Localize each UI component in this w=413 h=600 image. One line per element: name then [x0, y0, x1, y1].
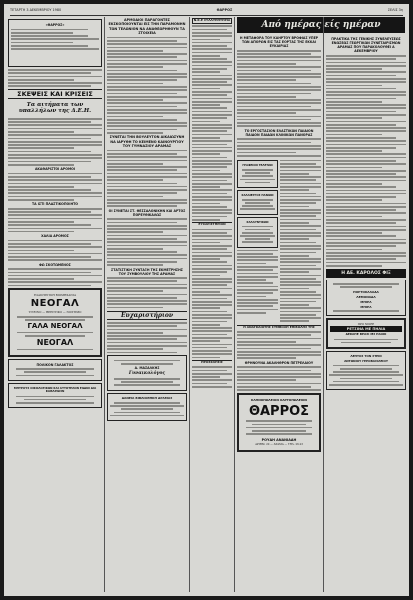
headline-col5-1: ΠΡΑΚΤΙΚΑ ΤΗΣ ΓΕΝΙΚΗΣ ΣΥΝΕΛΕΥΣΕΩΣ ΕΝΩΣΕΩΣ ΓΕΩΡΓΙΚΩΝ ΣΥΝΕΤΑΙΡΙΣΜΩΝ ΔΡΑΜΑΣ ΠΟΥ ΠΑΡΑΚΟΛΟΥΘΕΙ Α ΔΕΚΕΜΒΡΙΟΥ	[331, 37, 401, 54]
headline-col2-2: ΣΥΝΕΤΑΙ ΤΗΝ ΒΟΥΛΕΥΤΟΝ ΑΙΚΑΙΩΣΥΝΗ ΝΑ ΙΔΡΥΘΗ ΤΟ ΚΕΙΜΕΝΟ ΚΑΙΝΟΥΡΓΙΟΥ ΤΟΥ ΓΥΜΝΑΣΙΟΥ ΔΡΑΜΑΣ	[109, 135, 185, 148]
column-1	[8, 17, 102, 592]
ad-doctor-title: Γυναικολόγος	[128, 371, 166, 377]
ad-steam-title: ΛΕΠΤΟΣ ΤΟΝ ΣΤΕΙΝ	[350, 353, 382, 358]
library-box	[107, 393, 187, 421]
headline-col4-1: Η ΜΕΤΑΦΟΡΑ ΤΟΥ ΚΑΗΡΤΟΥ ΒΡΟΦΙΑΣ ΥΠΕΡ ΤΩΝ ΑΠΟΡΩΝ ΕΙΣ ΤΑΣ ΕΟΡΤΑΣ ΤΗΣ ΕΚΚΑΙ ΕΥΚΑΙΡΙΑΣ	[239, 36, 319, 49]
ad-fix-item-1: ΠΟΡΤΟΚΑΛΑΔΑ	[353, 289, 379, 294]
subhead-3: ΧΑΛΙΑ ΔΡΟΜΟΣ	[41, 234, 69, 239]
ad-polikon	[8, 359, 102, 381]
ad-tharros-shop-address: ΑΡΙΘΜ. 20 — ΔΡΑΜΑ — ΤΗΛ. 26-23	[255, 443, 303, 447]
masthead-date: ΤΕΤΑΡΤΗ 3 ΔΕΚΕΜΒΡΙΟΥ 1980	[10, 8, 62, 12]
ad-fix-item-4: ΜΠΙΡΑ	[360, 304, 372, 309]
ad-neogal-brand3: ΝΕΟΓΑΛ	[36, 338, 74, 348]
box-cosmetics	[237, 217, 278, 248]
masthead	[10, 6, 403, 16]
ad-doctor-name: Α. ΜΑΣΑΛΚΗΣ	[134, 366, 160, 371]
ad-neogal-brand2: ΓΑΛΑ ΝΕΟΓΑΛ	[27, 322, 83, 331]
headline-col4-4: ΘΡΗΝΟΥΝΑ ΑΚΑΛΗΘΡΟΝ ΠΕΤΡΕΛΑΙΟΥ	[244, 360, 314, 365]
ad-polikon-title: ΠΟΛΙΚΟΝ ΓΑΛΑΚΤΟΣ	[36, 362, 74, 367]
ad-mitrous	[8, 383, 102, 408]
box-funeral-office	[237, 160, 278, 188]
masthead-title: ΘΑΡΡΟΣ	[216, 8, 233, 12]
section-headline: ΣΚΕΨΕΙΣ ΚΑΙ ΚΡΙΣΕΙΣ	[8, 89, 102, 99]
ad-tharros-shop-top: ΚΑΠΝΟΠΩΛΕΙΟΝ ΧΑΡΤΟΠΩΛΕΙΟΝ	[251, 398, 307, 403]
article-headline: Τα αιτήματα των υπαλλήλων της Δ.Ε.Η.	[18, 101, 92, 115]
ad-fix-item-2: ΛΕΜΟΝΑΔΑ	[356, 294, 376, 299]
newspaper-page	[4, 4, 409, 596]
box-funeral-office-title: ΓΡΑΦΕΙΟΝ ΤΕΛΕΤΩΝ	[242, 163, 273, 168]
ad-neogal-line: ΥΓΙΕΙΝΟ — ΘΡΕΠΤΙΚΟ — ΝΟΣΤΙΜΟ	[28, 310, 82, 315]
ad-doctor	[107, 355, 187, 390]
column-2	[107, 17, 187, 592]
ad-retsina	[326, 318, 406, 349]
headline-col2-1: ΑΡΜΟΔΙΟΙ ΠΑΡΑΓΟΝΤΕΣ ΕΚΣΚΟΠΟΙΟΥΝΤΑΙ ΕΙΣ ΤΗΝ ΠΑΡΑΜΟΝΗΝ ΤΩΝ ΤΕΛΩΝΙΟΝ ΝΑ ΑΝΑΘΕΩΡΗΘΟΥΝ ΤΑ ΣΤΟΙΧΕΙΑ	[108, 18, 186, 35]
subhead-2: ΤΑ ΙΣΤΙ ΠΛΑΣΤΙΚΟΠΟΙΗΤΟ	[31, 202, 79, 207]
ad-steam-name: ΑΝΤΩΝΙΟΥ ΓΕΡΟΒΑΣΙΛΕΙΟΥ	[344, 358, 388, 363]
col3-headline: Ν.Κ.Ε ΣΥΛΛΥΠΗΤΗΡΙΑ	[193, 18, 231, 22]
subhead-1: ΑΚΑΘΑΡΙΣΤΟΙ ΔΡΟΜΟΙ	[34, 167, 76, 172]
ad-thanks-title: Ευχαριστήριον	[107, 311, 187, 320]
headline-col2-3: ΟΙ ΣΥΝΕΤΑΙ ΣΤ. ΘΕΣΣΑΛΟΝΙΚΗΝ ΚΑΙ ΑΡΤΟΣ ΠΟΡΕΥΘΙΚΑΛΩΣ	[108, 208, 186, 217]
ad-mitrous-title: ΜΗΤΡΟΥΣ ΟΙΚΟΛΟΓΙΚΩΝ ΚΑΙ ΑΥΤΟΤΕΛΟΝ ΕΙΔΩΝ ΔΙΑ ΚΑΘΑΡΩΣΙΝ	[13, 385, 97, 394]
ad-tharros-shop-brand: ΘΑΡΡΟΣ	[248, 403, 310, 419]
ad-neogal-top: ΕΛΑΙΟΥΡΓΙΚΗ ΒΙΟΜΗΧΑΝΙΑ	[33, 293, 76, 298]
info-box-title: «ΘΑΡΡΟΣ»	[45, 23, 65, 27]
ad-neogal	[8, 288, 102, 356]
box-cosmetics-title: ΚΑΛΛΥΝΤΙΚΩΝ	[246, 219, 269, 224]
ad-tharros-shop-owner: ΡΟΥΔΗ ΑΝΑΝΙΑΔΗ	[261, 437, 297, 442]
headline-col4-3: Η ΑΝΑΓΚΑΙΟΤΗΣ ΣΥΜΒΟΛΗ ΕΠΙΒΟΛΗΣ ΤΗΣ	[237, 325, 321, 330]
ad-tharros-shop	[237, 393, 321, 452]
ad-steam	[326, 351, 406, 390]
box-kallieurgos-title: ΚΑΛΛΙΕΡΓΟΣ ΠΑΝΙΩΝ	[241, 192, 274, 197]
ad-fix-body	[326, 280, 406, 317]
col3-headline-2: ΕΥΧΑΡΙΣΤΗΡΙΟΝ	[192, 222, 232, 227]
library-title: ΔΑΝΕΙΑ ΒΙΒΛΙΟΘΗΚΗ ΔΡΑΜΑΣ	[121, 395, 173, 400]
headline-col2-4: ΣΤΑΤΙΣΤΙΚΗ ΣΥΝΤΑΞΗ ΤΗΣ ΕΚΜΕΤΡΗΣΗΣ ΤΟΥ ΣΥΜΒΟΥΛΙΟΥ ΤΗΣ ΔΡΑΜΑΣ	[111, 267, 183, 276]
banner-day-to-day: Από ημέρας είς ημέραν	[237, 17, 405, 33]
column-5	[326, 17, 406, 592]
ad-retsina-top: ΠΡΟ ΝΙΚΕΕ	[357, 322, 375, 327]
ad-fix-header	[326, 269, 406, 278]
column-3	[192, 17, 232, 592]
ad-fix-item-3: ΜΠΙΡΑ	[360, 299, 372, 304]
ad-retsina-brand: ΡΕΤΣΙΝΑ ΜΕ ΠΗΛΙΑ	[330, 326, 402, 332]
subhead-4: ΦΩ ΣΚΟΤΩΜΕΝΟΣ	[39, 262, 71, 267]
ad-neogal-brand: ΝΕΟΓΑΛ	[30, 298, 80, 310]
info-box	[8, 19, 102, 67]
masthead-page: ΣΕΛΙΣ 3η	[387, 8, 403, 12]
ad-fix-title: Η ΑΕ. ΚΑΡΟΛΟΣ ΦΙΞ	[341, 270, 391, 276]
col3-bottom: ΠΡΟΣΚΛΗΣΙΣ	[192, 360, 232, 365]
box-kallieurgos	[237, 190, 278, 215]
ad-retsina-sub: ΔΕΚΑΠΕ ΒΡΑΣΙ ΜΣ ΠΑΛΚΙ	[345, 332, 387, 337]
headline-col4-2: ΤΟ ΕΡΓΟΣΤΑΣΙΟΝ ΕΛΑΣΤΙΚΩΝ ΠΑΙΔΙΟΝ ΠΑΙΔΟΝ ΠΑΙΔΩΝ ΚΛΙΝΙΚΩΝ ΠΑΝΟΡΑΣ	[244, 128, 314, 137]
